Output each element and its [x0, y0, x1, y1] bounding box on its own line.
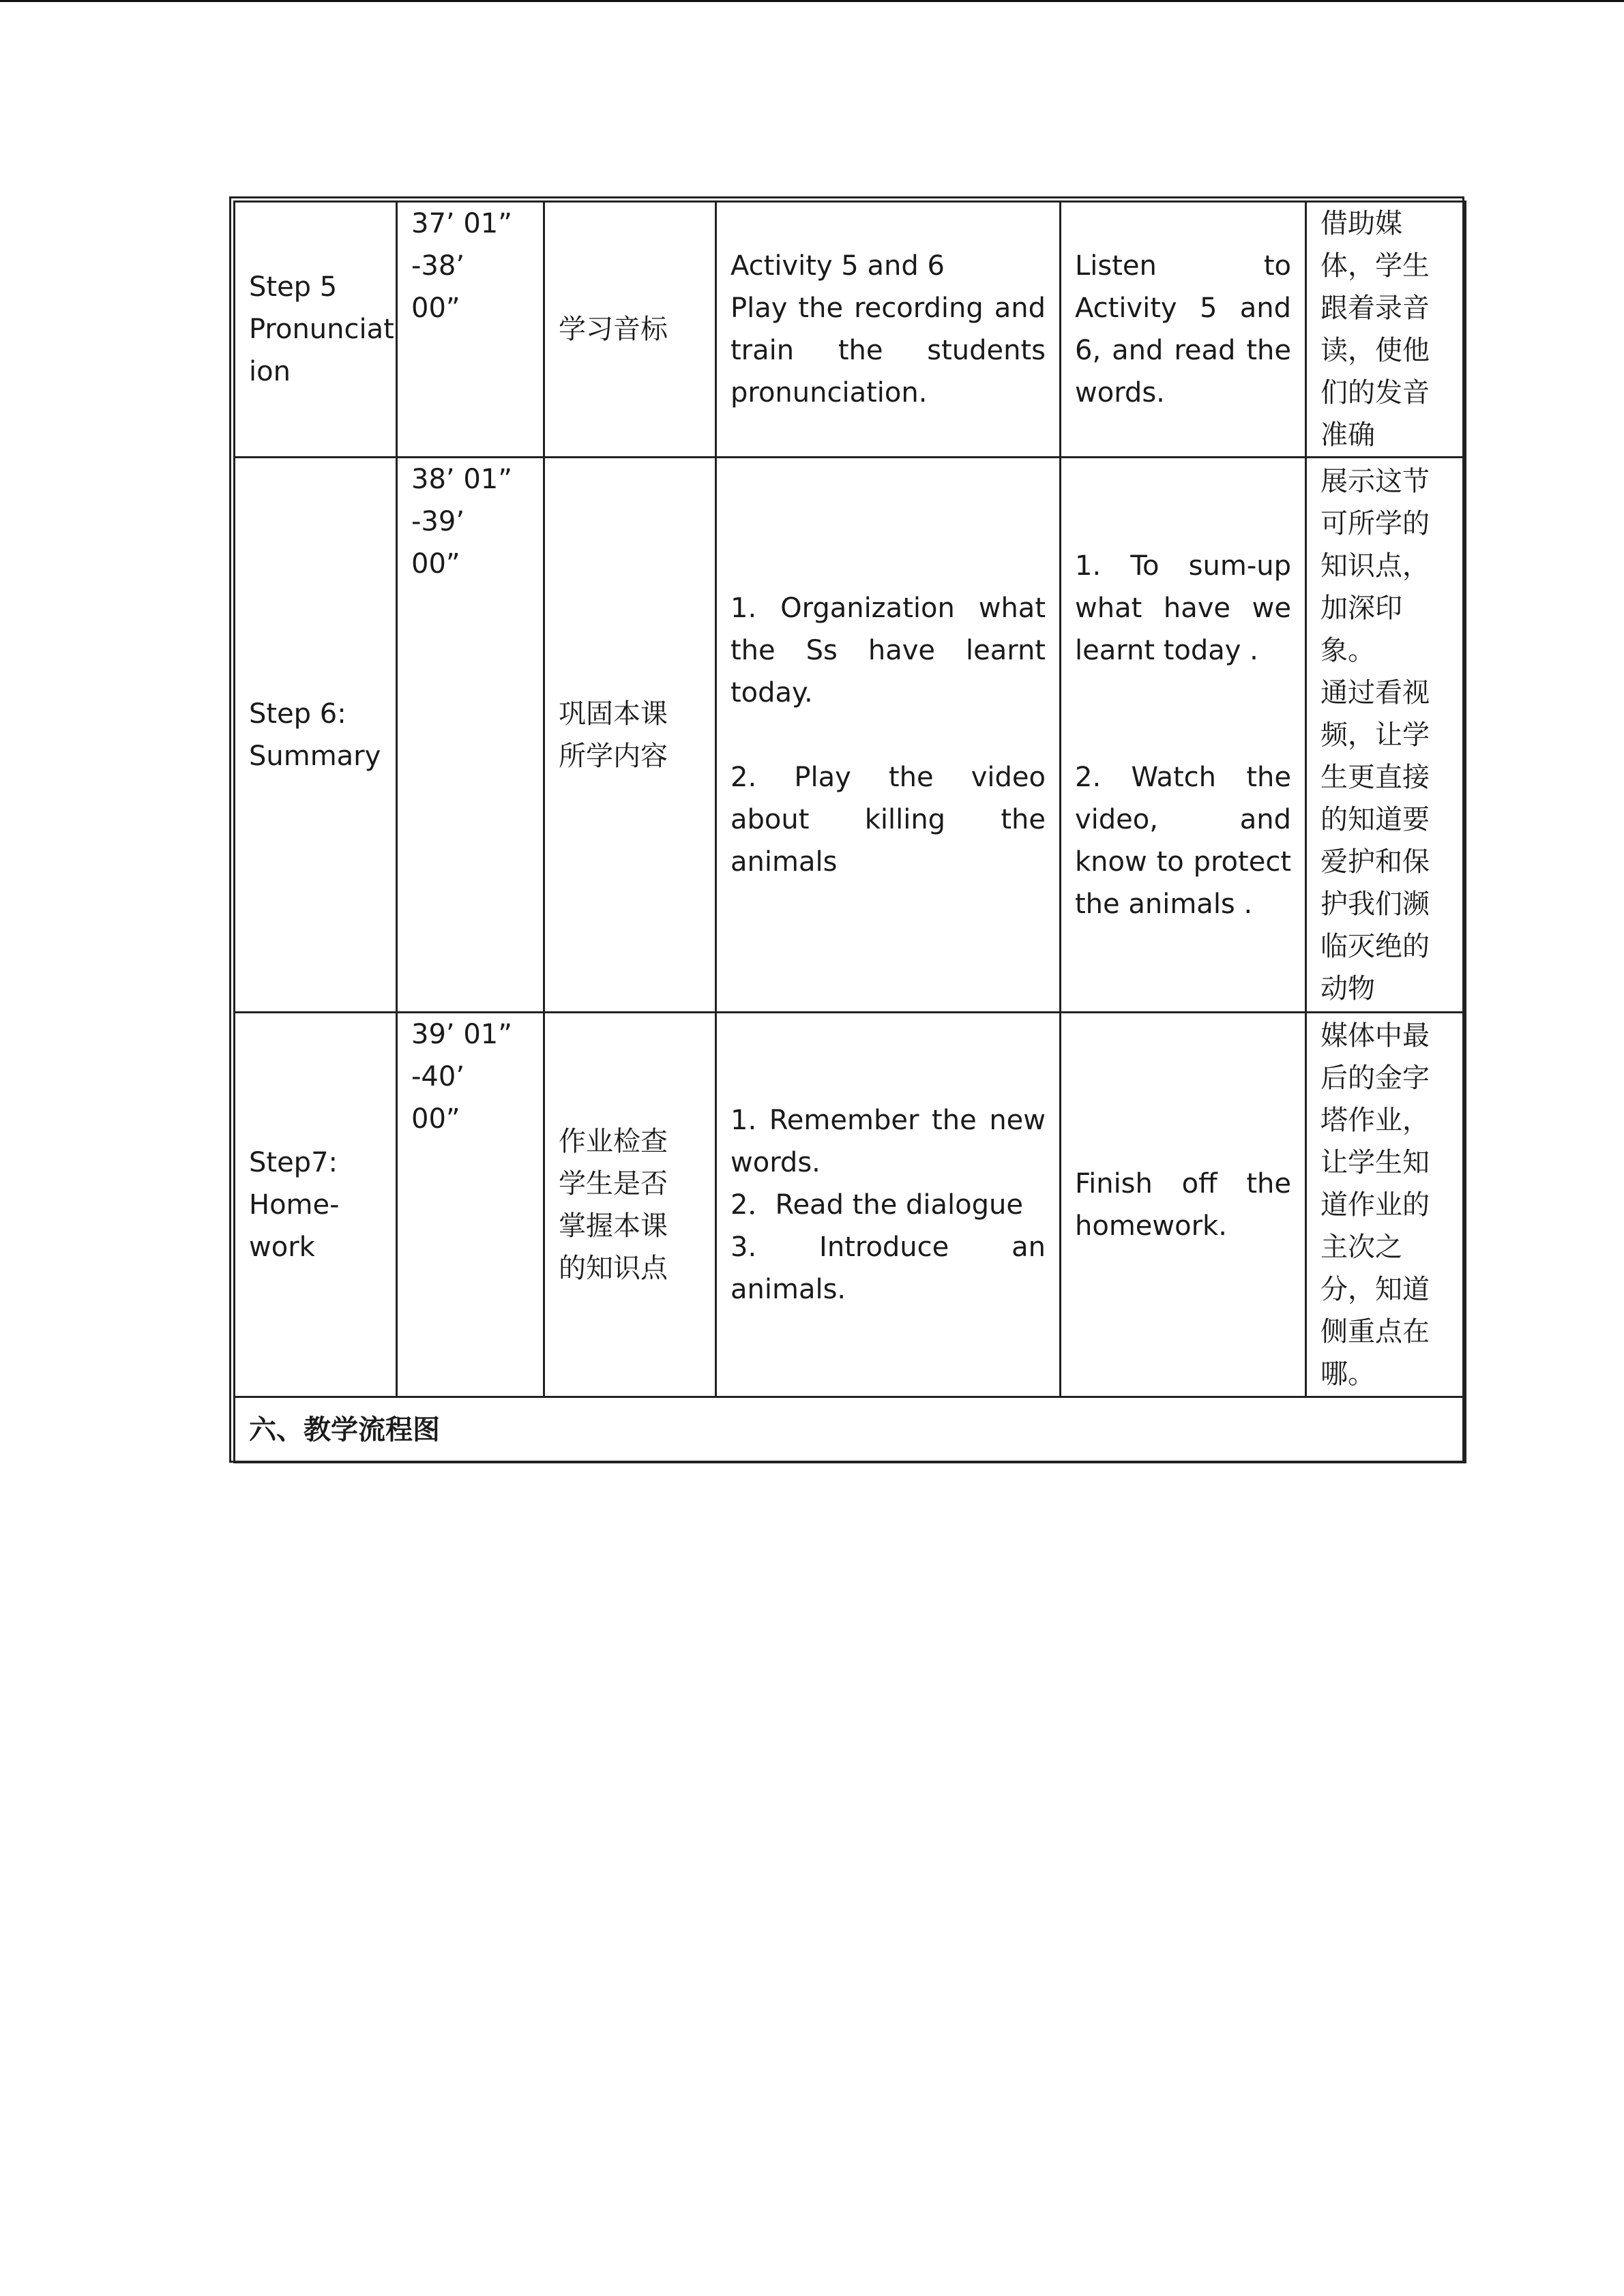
purpose-cell: 展示这节 可所学的 知识点， 加深印 象。 通过看视 频，让学 生更直接 的知道要 爱护和保 护我们濒 临灭绝的 动物 — [1306, 458, 1466, 1013]
section-title: 六、教学流程图 — [235, 1397, 1466, 1463]
lesson-plan-table — [229, 196, 1464, 1463]
table-row-section-title — [235, 1397, 1466, 1463]
page-top-border — [0, 0, 1624, 2]
aim-cell: 作业检查 学生是否 掌握本课 的知识点 — [544, 1013, 716, 1397]
teacher-activity-cell: Activity 5 and 6 Play the recording and train the students pronunciation. — [716, 202, 1061, 458]
student-activity-cell: Finish off the homework. — [1061, 1013, 1306, 1397]
time-cell: 37’ 01” -38’ 00” — [397, 202, 544, 458]
time-cell: 39’ 01” -40’ 00” — [397, 1013, 544, 1397]
table-row-step-5 — [235, 202, 1466, 458]
purpose-cell: 媒体中最 后的金字 塔作业， 让学生知 道作业的 主次之 分，知道 侧重点在 哪。 — [1306, 1013, 1466, 1397]
teacher-activity-cell: 1. Organization what the Ss have learnt today. 2. Play the video about killing the animals — [716, 458, 1061, 1013]
table-row-step-7 — [235, 1013, 1466, 1397]
step-cell: Step 5 Pronunciat ion — [235, 202, 397, 458]
aim-cell: 学习音标 — [544, 202, 716, 458]
aim-cell: 巩固本课 所学内容 — [544, 458, 716, 1013]
lesson-steps-table — [233, 200, 1466, 1463]
table-row-step-6 — [235, 458, 1466, 1013]
step-cell: Step7: Home- work — [235, 1013, 397, 1397]
teacher-activity-cell: 1. Remember the new words. 2．Read the dialogue 3. Introduce an animals. — [716, 1013, 1061, 1397]
time-cell: 38’ 01” -39’ 00” — [397, 458, 544, 1013]
student-activity-cell: 1. To sum-up what have we learnt today . 2. Watch the video, and know to protect the animals . — [1061, 458, 1306, 1013]
purpose-cell: 借助媒 体，学生 跟着录音 读，使他 们的发音 准确 — [1306, 202, 1466, 458]
step-cell: Step 6: Summary — [235, 458, 397, 1013]
student-activity-cell: Listen to Activity 5 and 6, and read the words. — [1061, 202, 1306, 458]
